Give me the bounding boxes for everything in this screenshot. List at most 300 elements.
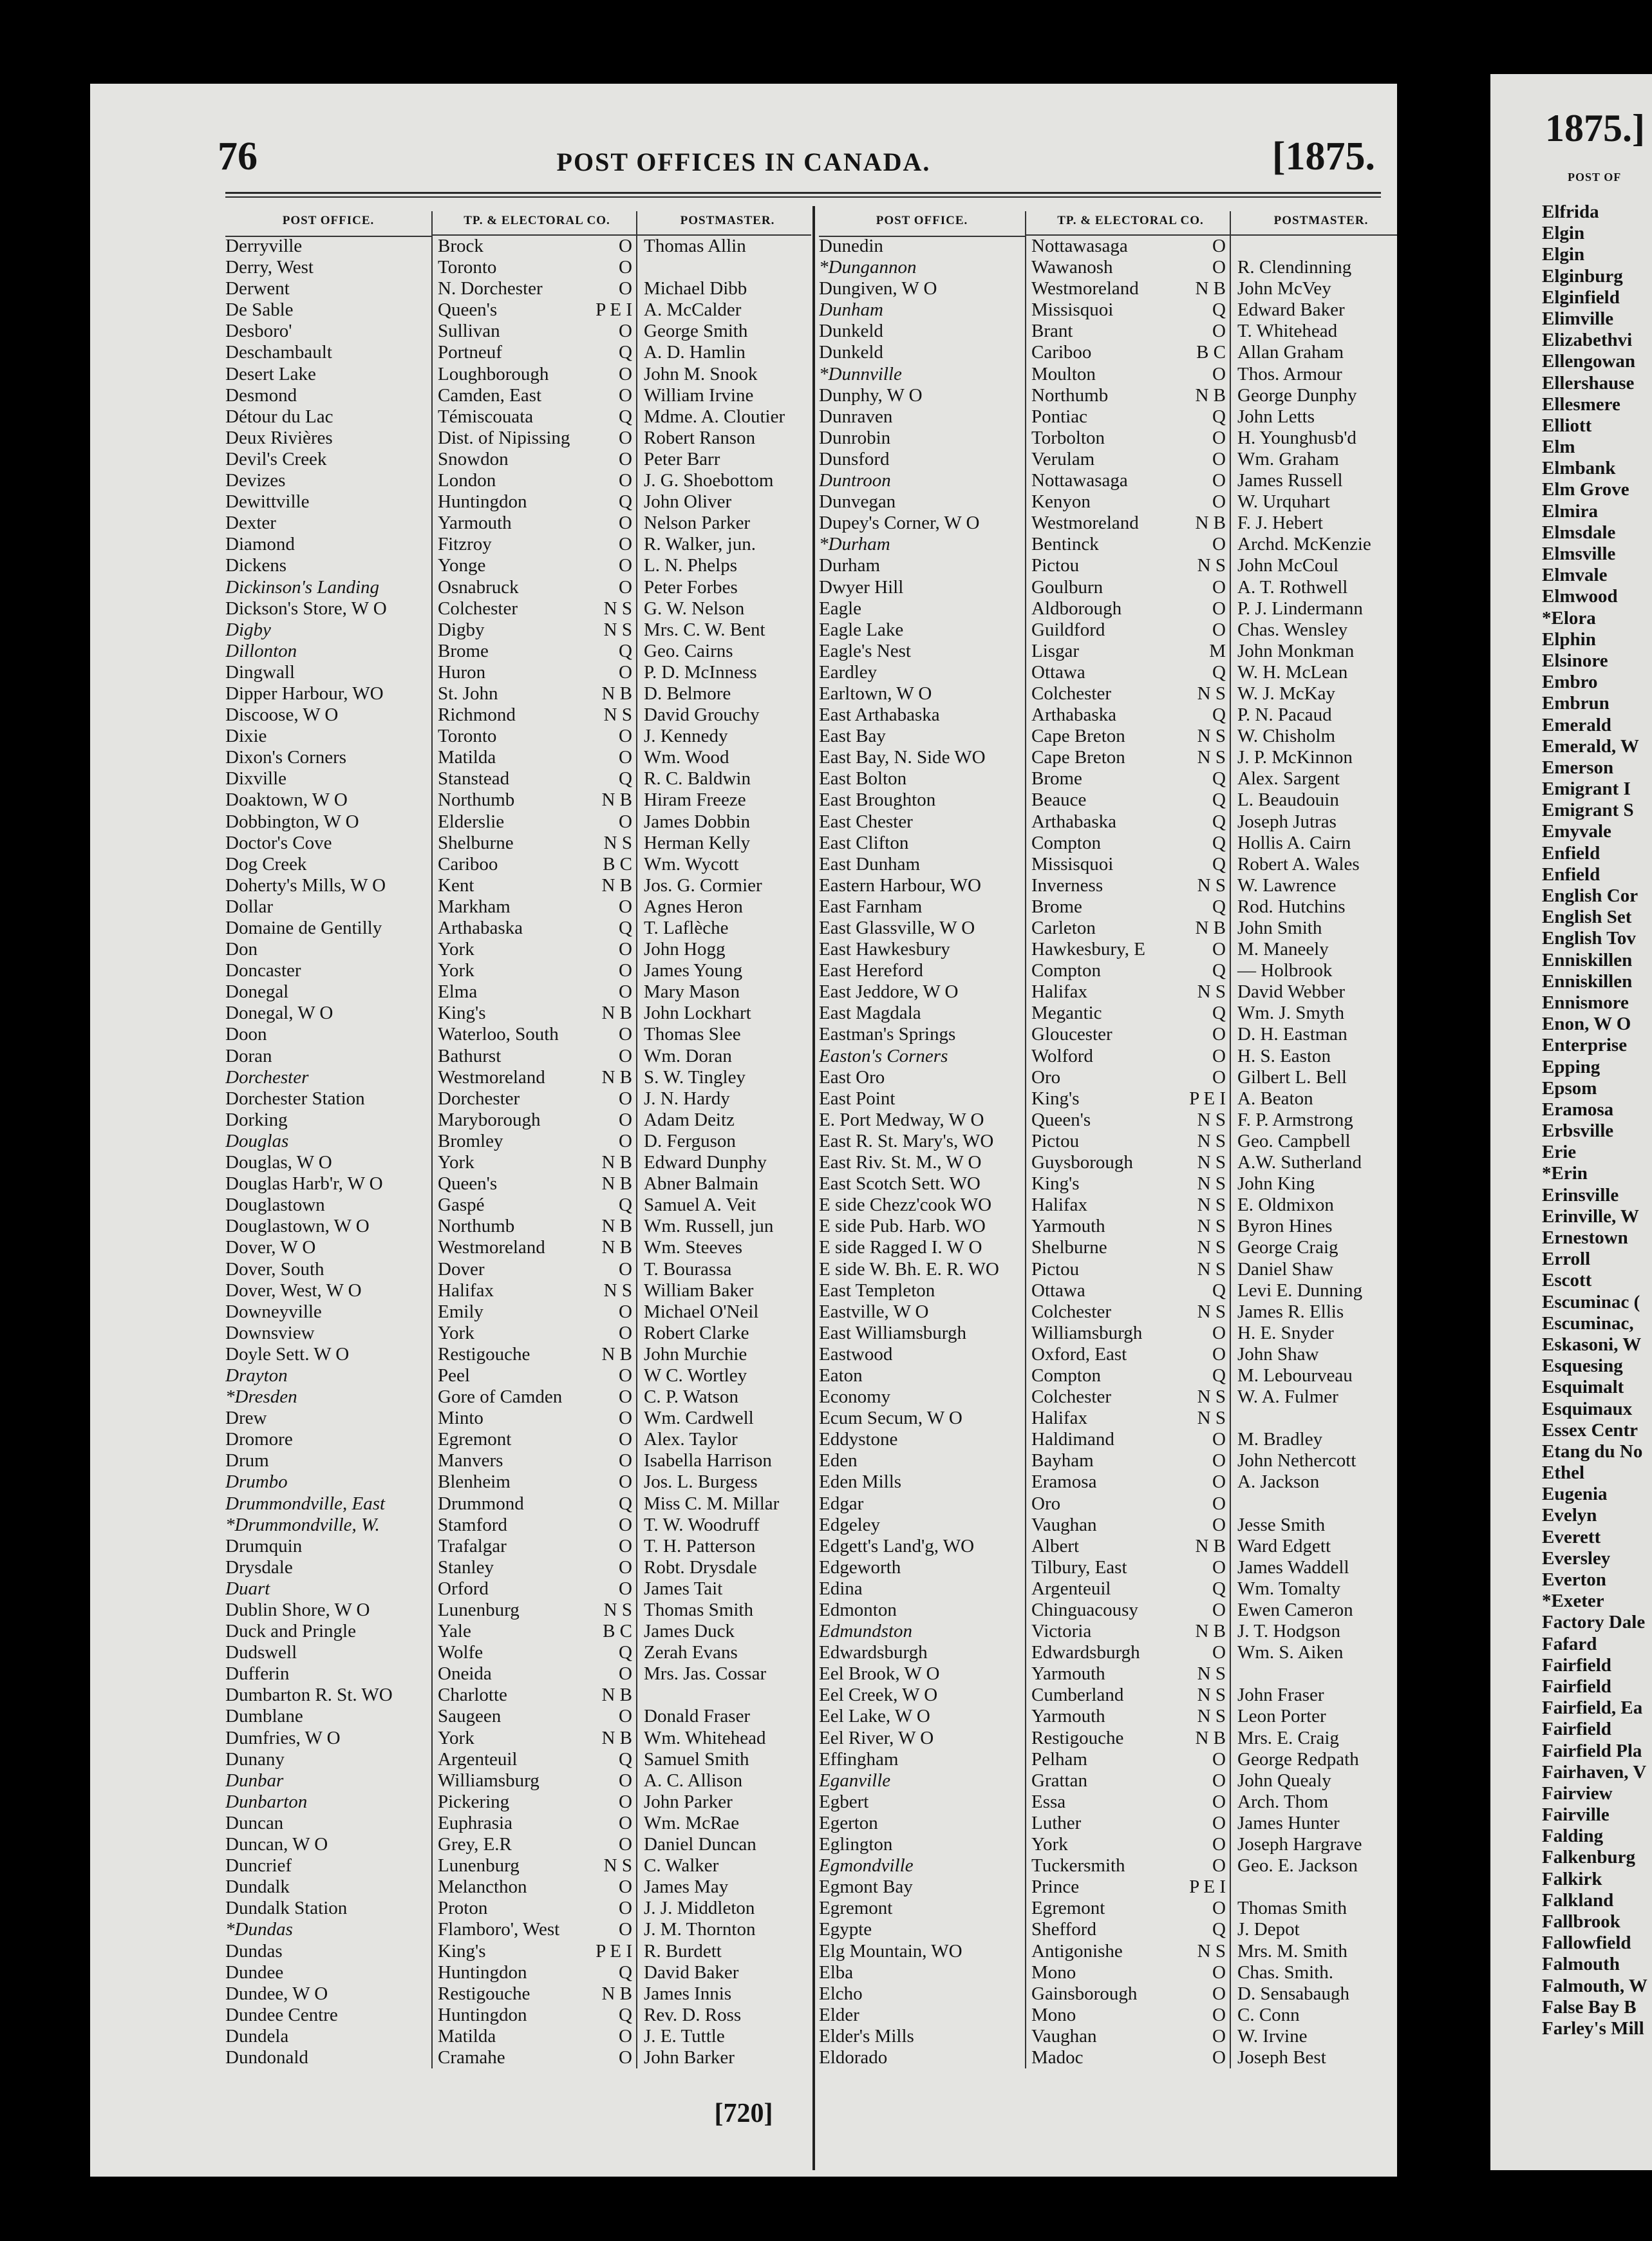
township-cell [1025,811,1230,833]
table-row [819,896,1397,918]
post-office-name: Duncrief [225,1855,292,1877]
postmaster-name: D. Belmore [636,683,811,704]
township-name: Brome [1031,896,1082,917]
table-row [225,2047,811,2068]
township-name: Brock [438,236,483,256]
next-page-entry: Ellengowan [1542,351,1636,372]
post-office-name: Eglington [819,1834,893,1855]
township-cell [1025,1003,1230,1024]
post-office-name: Devil's Creek [225,448,327,469]
next-page-entry: Esquesing [1542,1356,1623,1377]
post-office-name: Edgeley [819,1514,881,1535]
postmaster-name: Peter Barr [636,449,811,470]
township-name: Loughborough [438,363,549,384]
province-code: O [619,960,632,981]
township-name: Yale [438,1621,471,1642]
postmaster-name: J. Kennedy [636,726,811,747]
post-office-name: East Oro [819,1066,885,1088]
postmaster-name: Mdme. A. Cloutier [636,406,811,428]
post-office-name: Eden [819,1450,858,1471]
township-name: Brant [1031,321,1073,342]
next-page-entry: Esquimaux [1542,1398,1633,1419]
township-name: Lunenburg [438,1855,520,1877]
table-row [225,1003,811,1024]
township-cell [431,1557,636,1578]
township-name: Huron [438,661,486,683]
township-name: Manvers [438,1450,503,1471]
post-office-name: Dundee Centre [225,2004,338,2025]
township-name: Colchester [1031,1386,1112,1408]
table-row [225,449,811,470]
province-code: O [619,363,632,384]
postmaster-name: W. Chisholm [1230,726,1397,747]
township-cell [431,1983,636,2005]
township-name: Trafalgar [438,1535,507,1556]
post-office-name: Drayton [225,1365,288,1386]
township-name: Grattan [1031,1770,1087,1791]
page-title: POST OFFICES IN CANADA. [556,147,931,176]
postmaster-name: John Murchie [636,1344,811,1365]
postmaster-name: W. Irvine [1230,2026,1397,2047]
township-name: Shelburne [1031,1237,1107,1258]
province-code: O [619,278,632,299]
postmaster-name: Chas. Wensley [1230,619,1397,641]
province-code: O [619,1088,632,1109]
postmaster-name: A. T. Rothwell [1230,577,1397,598]
township-name: Mono [1031,1962,1076,1983]
township-cell [431,428,636,449]
province-code: Q [619,640,632,661]
postmaster-name: M. Maneely [1230,939,1397,960]
township-name: Nottawasaga [1031,470,1128,491]
next-page-entry: Enterprise [1542,1035,1628,1056]
province-code: O [619,513,632,534]
postmaster-name: Nelson Parker [636,513,811,534]
post-office-name: Eldorado [819,2047,888,2068]
township-name: Orford [438,1578,489,1599]
post-office-name: East R. St. Mary's, WO [819,1130,994,1151]
postmaster-name: Mrs. E. Craig [1230,1728,1397,1749]
postmaster-name: J. E. Tuttle [636,2026,811,2047]
township-cell [1025,1024,1230,1045]
township-name: Chinguacousy [1031,1600,1138,1620]
township-cell [431,1663,636,1685]
province-code: N S [1197,1237,1226,1258]
township-cell [431,2026,636,2047]
township-name: Torbolton [1031,427,1105,448]
post-office-name: Dundela [225,2025,289,2047]
township-name: Vaughan [1031,1514,1097,1535]
township-cell [431,981,636,1003]
postmaster-name: Alex. Sargent [1230,768,1397,790]
province-code: Q [1212,1365,1226,1386]
township-name: Emily [438,1301,483,1322]
township-cell [431,236,636,257]
township-name: York [438,960,474,981]
table-row [225,1962,811,1983]
township-name: Tilbury, East [1031,1556,1127,1578]
table-row [819,875,1397,896]
township-cell [1025,534,1230,555]
township-name: Pelham [1031,1748,1087,1770]
table-row [225,1323,811,1344]
left-table [225,211,811,2068]
table-row [225,1578,811,1600]
province-code: O [619,1812,632,1833]
postmaster-name: James Hunter [1230,1813,1397,1834]
post-office-name: Easton's Corners [819,1045,948,1066]
table-row [819,1685,1397,1706]
postmaster-name: Byron Hines [1230,1216,1397,1237]
township-name: Stanstead [438,768,510,790]
province-code: O [1212,321,1226,342]
table-row [819,833,1397,854]
table-row [819,1344,1397,1365]
post-office-name: Desmond [225,384,297,406]
postmaster-name: Jesse Smith [1230,1515,1397,1536]
table-row [225,1024,811,1045]
township-name: Huntingdon [438,491,527,513]
post-office-name: Dickinson's Landing [225,576,380,598]
township-cell [431,1429,636,1450]
post-office-name: Desboro' [225,321,292,342]
post-office-name: Eagle's Nest [819,640,911,661]
township-cell [431,1685,636,1706]
province-code: Q [1212,1280,1226,1301]
postmaster-name: W. Lawrence [1230,875,1397,896]
next-page-entry: Ellershause [1542,372,1635,393]
table-row [225,1557,811,1578]
table-row [819,1323,1397,1344]
postmaster-name: Mrs. M. Smith [1230,1941,1397,1962]
township-cell [1025,1578,1230,1600]
post-office-name: Eaton [819,1365,863,1386]
table-row [225,1770,811,1792]
township-cell [1025,1408,1230,1429]
township-cell [431,1152,636,1173]
province-code: O [1212,1450,1226,1471]
province-code: N B [1195,278,1226,299]
township-name: Drummond [438,1493,524,1514]
township-name: Oxford, East [1031,1343,1127,1365]
township-cell [431,491,636,513]
post-office-name: Edmundston [819,1621,912,1642]
post-office-name: East Bolton [819,768,907,790]
township-cell [1025,1728,1230,1749]
next-page-entry: Enfield [1542,864,1600,885]
township-name: Elma [438,981,478,1003]
next-page-entry: Erinsville [1542,1184,1619,1206]
township-cell [431,342,636,363]
township-name: Stamford [438,1514,507,1535]
province-code: O [619,555,632,576]
postmaster-name: Arch. Thom [1230,1792,1397,1813]
township-name: York [438,1152,474,1173]
township-name: Minto [438,1408,483,1429]
township-cell [431,960,636,981]
post-office-name: East Clifton [819,832,909,853]
next-page-entry: Erie [1542,1142,1577,1163]
province-code: O [619,811,632,832]
province-code: N S [603,1600,632,1620]
table-row [819,1408,1397,1429]
township-cell [1025,2026,1230,2047]
township-name: Carleton [1031,918,1096,938]
post-office-name: East Hereford [819,960,923,981]
postmaster-name: Allan Graham [1230,342,1397,363]
township-name: Grey, E.R [438,1834,512,1855]
province-code: N S [1197,1685,1226,1706]
province-code: O [619,747,632,768]
post-office-name: Eastman's Springs [819,1024,956,1045]
post-office-name: Deschambault [225,342,332,363]
next-page-entry: Elgin [1542,223,1585,244]
province-code: Q [619,342,632,363]
township-cell [431,1813,636,1834]
province-code: Q [1212,790,1226,811]
postmaster-name: T. Whitehead [1230,321,1397,342]
postmaster-name: Robert Clarke [636,1323,811,1344]
postmaster-name: James Young [636,960,811,981]
post-office-name: Egbert [819,1791,869,1812]
post-office-name: East Williamsburgh [819,1322,966,1343]
next-page-entry: Elmsville [1542,544,1616,564]
province-code: N S [1197,1940,1226,1962]
table-row [819,1067,1397,1088]
postmaster-name: Geo. Cairns [636,641,811,662]
next-page-entry: Elmira [1542,500,1598,522]
postmaster-name: Miss C. M. Millar [636,1493,811,1515]
table-row [225,1536,811,1557]
header-post-office: POST OFFICE. [819,211,1025,237]
province-code: O [619,1834,632,1855]
township-name: Brome [438,640,489,661]
province-code: O [1212,534,1226,555]
province-code: O [619,1514,632,1535]
postmaster-name: F. P. Armstrong [1230,1110,1397,1131]
next-page-entry: Fairview [1542,1782,1613,1804]
township-name: Colchester [438,598,518,619]
province-code: O [1212,576,1226,598]
township-cell [431,1237,636,1258]
table-row [225,1749,811,1770]
table-row [225,726,811,747]
next-page-entry: Embrun [1542,693,1610,714]
post-office-name: Dwyer Hill [819,576,904,598]
postmaster-name: James R. Ellis [1230,1301,1397,1323]
province-code: N B [1195,1621,1226,1642]
province-code: O [619,1024,632,1045]
table-row [819,1450,1397,1471]
post-office-name: Dunany [225,1748,285,1770]
post-office-name: East Bay, N. Side WO [819,747,986,768]
post-office-name: East Chester [819,811,913,832]
next-page-list [1542,202,1647,2039]
township-name: Fitzroy [438,534,492,555]
province-code: O [619,2047,632,2068]
post-office-name: Elg Mountain, WO [819,1940,962,1962]
next-page-entry: Enniskillen [1542,970,1633,992]
township-cell [1025,470,1230,491]
table-row [225,299,811,321]
post-office-name: Douglastown [225,1195,325,1216]
post-office-name: Dorking [225,1109,288,1130]
province-code: P E I [1189,1877,1226,1898]
province-code: N S [1197,1301,1226,1322]
table-row [225,470,811,491]
post-office-name: Domaine de Gentilly [225,918,382,938]
table-row [819,1280,1397,1301]
next-page-entry: False Bay B [1542,1996,1637,2018]
province-code: O [1212,1493,1226,1514]
postmaster-name: John Parker [636,1792,811,1813]
township-cell [431,875,636,896]
post-office-name: Eastern Harbour, WO [819,875,981,896]
next-page-entry: English Tov [1542,928,1636,949]
township-name: Restigouche [438,1343,530,1365]
next-page-year: 1875.] [1545,107,1645,149]
province-code: N S [1197,1663,1226,1685]
township-cell [431,1280,636,1301]
province-code: N S [603,1855,632,1877]
township-name: Dorchester [438,1088,520,1109]
township-cell [1025,406,1230,428]
township-name: Cariboo [1031,342,1092,363]
table-row [819,1728,1397,1749]
postmaster-name: James Duck [636,1621,811,1642]
province-code: O [619,534,632,555]
postmaster-name [1230,1408,1397,1429]
township-cell [1025,577,1230,598]
postmaster-name: J. N. Hardy [636,1088,811,1110]
province-code: O [619,1258,632,1280]
township-cell [431,726,636,747]
township-name: Nottawasaga [1031,236,1128,256]
postmaster-name: Wm. Graham [1230,449,1397,470]
table-row [819,1898,1397,1919]
township-cell [1025,491,1230,513]
province-code: N S [1197,1258,1226,1280]
table-row [819,534,1397,555]
next-page-entry: Elizabethvi [1542,330,1633,351]
province-code: Q [1212,811,1226,832]
postmaster-name: Robert Ranson [636,428,811,449]
province-code: O [619,427,632,448]
postmaster-name: A. Jackson [1230,1471,1397,1493]
township-cell [431,1471,636,1493]
postmaster-name: Thomas Smith [1230,1898,1397,1919]
table-row [225,1110,811,1131]
province-code: O [619,448,632,469]
table-row [819,1493,1397,1515]
township-name: Gore of Camden [438,1386,563,1408]
header-postmaster: POSTMASTER. [636,211,811,236]
township-name: Colchester [1031,683,1112,704]
township-cell [1025,1173,1230,1195]
township-cell [1025,1834,1230,1855]
table-row [819,1003,1397,1024]
township-name: King's [438,1940,486,1962]
next-page-entry: Elsinore [1542,650,1608,671]
post-office-name: Dickens [225,555,287,576]
township-name: Lunenburg [438,1600,520,1620]
next-page-entry: Falmouth, W [1542,1975,1647,1996]
postmaster-name: John Oliver [636,491,811,513]
table-row [819,2005,1397,2026]
left-table-body [225,236,811,2068]
province-code: O [619,236,632,256]
postmaster-name: John Hogg [636,939,811,960]
postmaster-name: Daniel Shaw [1230,1259,1397,1280]
table-row [819,747,1397,768]
township-cell [431,1834,636,1855]
township-name: Westmoreland [438,1066,545,1088]
province-code: M [1209,640,1226,661]
post-office-name: Egremont [819,1898,893,1919]
next-page-entry: Enniskillen [1542,949,1633,970]
township-name: N. Dorchester [438,278,543,299]
next-page-entry: Fallowfield [1542,1933,1631,1954]
township-name: Camden, East [438,384,542,406]
table-row [225,1855,811,1877]
post-office-name: Eganville [819,1770,891,1791]
postmaster-name: R. Clendinning [1230,257,1397,278]
province-code: O [1212,427,1226,448]
township-cell [431,939,636,960]
table-row [225,1067,811,1088]
township-cell [431,1110,636,1131]
province-code: O [619,1556,632,1578]
postmaster-name: Joseph Hargrave [1230,1834,1397,1855]
postmaster-name: Wm. S. Aiken [1230,1642,1397,1663]
right-table [819,211,1397,2068]
next-page-entry: Elm Grove [1542,479,1629,500]
province-code: O [619,981,632,1003]
post-office-name: Dunphy, W O [819,384,923,406]
postmaster-name: C. P. Watson [636,1386,811,1408]
postmaster-name: Thomas Smith [636,1600,811,1621]
post-office-name: Dipper Harbour, WO [225,683,384,704]
next-page-entry: Fairfield [1542,1654,1611,1676]
township-name: Edwardsburgh [1031,1642,1140,1663]
township-name: Cariboo [438,853,498,875]
township-name: Pontiac [1031,406,1087,427]
province-code: O [619,1301,632,1322]
postmaster-name: J. T. Hodgson [1230,1621,1397,1642]
next-page-entry: Erbsville [1542,1120,1614,1142]
province-code: Q [619,406,632,427]
post-office-name: East Farnham [819,896,923,917]
postmaster-name: Chas. Smith. [1230,1962,1397,1983]
province-code: Q [619,1195,632,1216]
table-row [225,2005,811,2026]
township-cell [1025,726,1230,747]
post-office-name: Dunrobin [819,427,891,448]
table-row [225,1046,811,1067]
postmaster-name: John Monkman [1230,641,1397,662]
post-office-name: Dewittville [225,491,310,513]
post-office-name: Edgett's Land'g, WO [819,1535,975,1556]
table-row [225,1173,811,1195]
province-code: O [619,1898,632,1919]
post-office-name: Elder [819,2004,859,2025]
province-code: Q [1212,896,1226,917]
postmaster-name: Thomas Slee [636,1024,811,1045]
township-cell [1025,1642,1230,1663]
post-office-name: Dundee [225,1962,284,1983]
postmaster-name: H. S. Easton [1230,1046,1397,1067]
post-office-name: Eddystone [819,1429,898,1450]
